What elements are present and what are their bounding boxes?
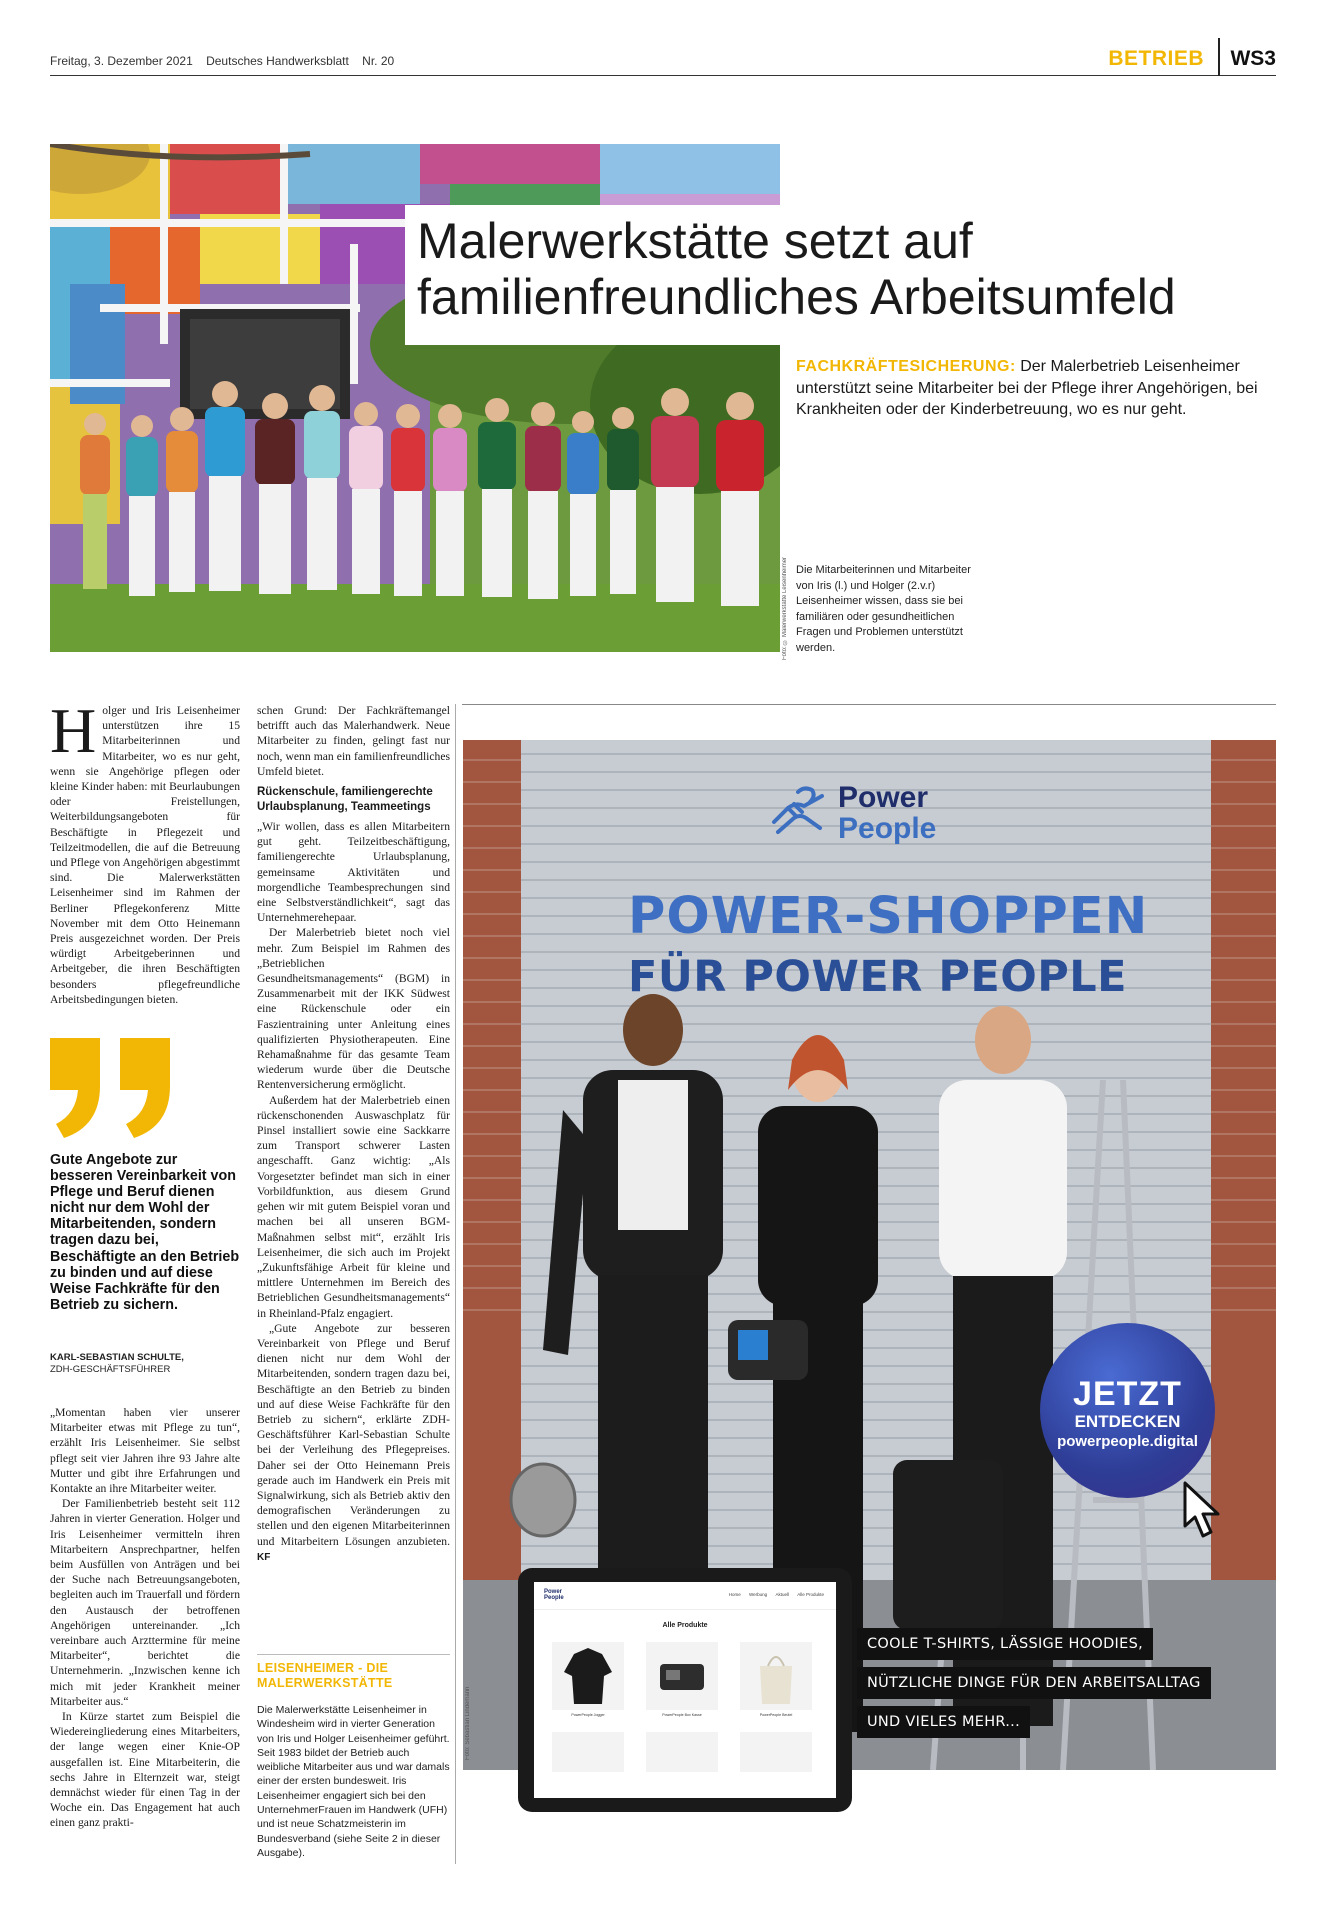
cta-line1: JETZT bbox=[1073, 1375, 1182, 1413]
tablet-logo-line2: People bbox=[544, 1595, 564, 1601]
col2-paragraph-5: „Gute Angebote zur besseren Vereinbarkeit von Pflege und Beruf dienen nicht nur dem Wohl der Mitarbeitenden, sondern tragen dazu bei, Beschäftigte an den Betrieb zu binden und auf diese Weise Fachkräfte für den Betrieb zu sichern“, erklärte ZDH-Geschäftsführer Karl-Sebastian Schulte bei der Verleihung des Pflegepreises. Daher sei der Otto Heinemann Preis gerade auch im Handwerk ein Preis mit Signalwirkung, sich als Betrieb aktiv den demografischen Veränderungen zu stellen und den eigenen Mitarbeiterinnen und Mitarbeitern Lösungen anzubieten. bbox=[257, 1321, 450, 1548]
header-divider bbox=[1218, 38, 1220, 76]
article-subhead: Rückenschule, familiengerechte Urlaubsplanung, Teammeetings bbox=[257, 786, 433, 814]
ad-top-rule bbox=[462, 704, 1276, 705]
mouse-pointer-icon bbox=[1182, 1480, 1224, 1540]
article-column-1 bbox=[50, 695, 240, 1007]
page-number: WS3 bbox=[1230, 47, 1276, 70]
tablet-menu-item: Alle Produkte bbox=[797, 1592, 824, 1597]
handshake-icon bbox=[768, 782, 830, 844]
product-tile bbox=[646, 1732, 718, 1772]
product-tile bbox=[552, 1732, 624, 1772]
tablet-logo-line1: Power bbox=[544, 1589, 563, 1595]
cta-badge[interactable] bbox=[1040, 1323, 1215, 1498]
quote-mark-icon bbox=[50, 1038, 175, 1138]
quote-author-name: KARL-SEBASTIAN SCHULTE, bbox=[50, 1352, 184, 1363]
tablet-page-title: Alle Produkte bbox=[662, 1622, 708, 1629]
hoodie-icon bbox=[552, 1642, 624, 1710]
tablet-logo bbox=[544, 1589, 564, 1601]
product-tile bbox=[552, 1642, 624, 1710]
ad-headline-1: POWER-SHOPPEN bbox=[628, 887, 1149, 946]
col1b-paragraph-2: Der Familienbetrieb besteht seit 112 Jahren in vierter Generation. Holger und Iris Leisenheimer vermitteln ihren Mitarbeitern Ansprechpartner, helfen beim Ausfüllen von Anträgen und bei der Suche nach Betreuungsangeboten, begleiten auch im Trauerfall und fördern den Austausch der betroffenen Angehörigen untereinander. „Ich vereinbare auch Arzttermine für meine Mitarbeiter“, berichtet die Unternehmerin. „Inzwischen kenne ich mich mit jeder Krankheit meiner Mitarbeiter aus.“ bbox=[50, 1497, 240, 1708]
column-rule bbox=[455, 704, 456, 1864]
col2-paragraph-3: Der Malerbetrieb bietet noch viel mehr. Zum Beispiel im Rahmen des „Betrieblichen Gesundheitsmanagements“ (BGM) in Zusammenarbeit mit der IKK Südwest eine Rückenschule oder ein Faszientraining unter Anleitung eines qualifizierten Physiotherapeuten. Eine Rehamaßnahme für das gesamte Team wiederum wurde über die Deutsche Rentenversicherung ermöglicht. bbox=[257, 926, 450, 1092]
quote-author-role: ZDH-GESCHÄFTSFÜHRER bbox=[50, 1364, 171, 1375]
cta-url[interactable]: powerpeople.digital bbox=[1057, 1433, 1198, 1450]
col2-paragraph-1: schen Grund: Der Fachkräftemangel betrifft auch das Malerhandwerk. Neue Mitarbeiter zu finden, gelingt fast nur noch, wenn man ein familienfreundliches Umfeld bietet. bbox=[257, 704, 450, 778]
ad-tagline-1: COOLE T-SHIRTS, LÄSSIGE HOODIES, bbox=[857, 1628, 1153, 1660]
product-tile bbox=[646, 1642, 718, 1710]
article-column-1-continued bbox=[50, 1405, 240, 1831]
tote-bag-icon bbox=[740, 1642, 812, 1710]
tablet-menu-item: Werbung bbox=[749, 1592, 768, 1597]
col2-paragraph-2: „Wir wollen, dass es allen Mitarbeitern gut geht. Teilzeitbeschäftigung, familiengerechte Urlaubsplanung, gemeinsame Aktivitäten und morgendliche Teambesprechungen sind eine Selbstverständlichkeit“, sagt das Unternehmerehepaar. bbox=[257, 820, 450, 925]
cta-line2: ENTDECKEN bbox=[1074, 1412, 1181, 1431]
publication-name: Deutsches Handwerksblatt bbox=[206, 54, 349, 68]
col1-paragraph-1: olger und Iris Leisenheimer unterstützen ihre 15 Mitarbeiterinnen und Mitarbeiter, wo es nur geht, wenn sie Angehörige pflegen oder kleine Kinder haben: mit Beurlaubungen oder Freistellungen, Weiterbildungsangeboten für Beschäftigte in Pflegezeit und Teilzeitmodellen, die auf die Betreuung und Pflege von Angehörigen abgestimmt sind. Die Malerwerkstätten Leisenheimer sind im Rahmen der Berliner Pflegekonferenz Mitte November mit dem Otto Heinemann Preis ausgezeichnet worden. Der Preis würdigt Arbeitgeberinnen und Arbeitgeber, die ihren Beschäftigten besonders pflegefreundliche Arbeitsbedingungen bieten. bbox=[50, 704, 240, 1006]
headline-line2: familienfreundliches Arbeitsumfeld bbox=[417, 269, 1176, 325]
col1b-paragraph-1: „Momentan haben vier unserer Mitarbeiter etwas mit Pflege zu tun“, erzählt Iris Leisenheimer. Sie selbst pflegt seit vier Jahren ihre 93 Jahre alte Mutter und gibt ihre Erfahrungen und Kontakte an ihre Mitarbeiter weiter. bbox=[50, 1406, 240, 1496]
quote-author bbox=[50, 1352, 240, 1376]
header-meta bbox=[50, 54, 404, 68]
product-label: PowerPeople Box Kasse bbox=[662, 1713, 702, 1717]
ad-photo-credit: Foto: Sebastian Lindemann bbox=[465, 1686, 471, 1760]
page-header bbox=[50, 44, 1276, 76]
product-tile bbox=[740, 1642, 812, 1710]
photo-credit: Foto: © Malerwerkstätte Leisenheimer bbox=[782, 556, 788, 660]
product-label: PowerPeople Jogger bbox=[571, 1713, 605, 1717]
infobox-text: Die Malerwerkstätte Leisenheimer in Windesheim wird in vierter Generation von Iris und Holger Leisenheimer geführt. Seit 1983 bildet der Betrieb auch weibliche Mitarbeiter aus und war damals einer der ersten bundesweit. Iris Leisenheimer engagiert sich bei den UnternehmerFrauen im Handwerk (UFH) und ist neue Schatzmeisterin im Bundesverband (siehe Seite 2 in dieser Ausgabe). bbox=[257, 1704, 450, 1859]
headline-box bbox=[405, 205, 1281, 345]
brand-line1: Power bbox=[838, 781, 929, 814]
lead-kicker: FACHKRÄFTESICHERUNG: bbox=[796, 358, 1016, 375]
article-lead bbox=[796, 356, 1276, 421]
infobox-title: LEISENHEIMER - DIE MALERWERKSTÄTTE bbox=[257, 1654, 450, 1691]
brand-line2: People bbox=[838, 812, 937, 845]
brand-logo bbox=[768, 782, 988, 852]
headline-line1: Malerwerkstätte setzt auf bbox=[417, 213, 973, 269]
article-column-2 bbox=[257, 703, 450, 1565]
product-label: PowerPeople Beutel bbox=[759, 1713, 793, 1717]
tablet-menu-item: Aktuell bbox=[775, 1592, 789, 1597]
product-tile bbox=[740, 1732, 812, 1772]
article-headline bbox=[417, 213, 1269, 325]
tablet-menu bbox=[722, 1592, 824, 1597]
lead-text: Der Malerbetrieb Leisenheimer unterstützt seine Mitarbeiter bei der Pflege ihrer Angehörigen, bei Krankheiten oder der Kinderbetreuung, wo es nur geht. bbox=[796, 358, 1258, 418]
tablet-menu-item: Home bbox=[728, 1592, 741, 1597]
tablet-nav bbox=[534, 1582, 836, 1610]
pull-quote: Gute Angebote zur besseren Vereinbarkeit von Pflege und Beruf dienen nicht nur dem Wohl der Mitarbeitenden, sondern tragen dazu bei, Beschäftigte an den Betrieb zu binden und auf diese Weise Fachkräfte für den Betrieb zu sichern. bbox=[50, 1152, 240, 1313]
issue-date: Freitag, 3. Dezember 2021 bbox=[50, 54, 193, 68]
ad-headline-2: FÜR POWER PEOPLE bbox=[628, 952, 1128, 1002]
photo-caption: Die Mitarbeiterinnen und Mitarbeiter von Iris (l.) und Holger (2.v.r) Leisenheimer wissen, dass sie bei familiären oder gesundheitlichen Fragen und Problemen unterstützt werden. bbox=[796, 564, 971, 654]
section-label: BETRIEB bbox=[1108, 47, 1204, 70]
issue-number: Nr. 20 bbox=[362, 54, 395, 68]
tablet-screen bbox=[534, 1582, 836, 1798]
col1b-paragraph-3: In Kürze startet zum Beispiel die Wiedereingliederung eines Mitarbeiters, der lange wegen einer Knie-OP ausgefallen ist. Eine Mitarbeiterin, die sechs Jahre in Elternzeit war, steigt demnächst wieder für einen Tag in der Woche ein. Das Engagement hat auch einen ganz prakti- bbox=[50, 1710, 240, 1830]
drop-cap: H bbox=[50, 695, 97, 766]
ad-tagline-2: NÜTZLICHE DINGE FÜR DEN ARBEITSALLTAG bbox=[857, 1667, 1211, 1699]
box-icon bbox=[646, 1642, 718, 1710]
col2-paragraph-4: Außerdem hat der Malerbetrieb einen rückenschonenden Auswaschplatz für Pinsel installiert sowie eine Sackkarre zum Transport schwerer Lasten angeschafft. Ganz wichtig: „Als Vorgesetzter befindet man sich in einer Vorbildfunktion, aus diesem Grund gehen wir mit gutem Beispiel voran und machen bei all unseren BGM-Maßnahmen selbst mit“, erzählt Iris Leisenheimer, die sich auch im Projekt „Zukunftsfähige Arbeit für kleine und mittlere Unternehmen im Bereich des Betrieblichen Gesundheitsmanagements“ in Rheinland-Pfalz engagiert. bbox=[257, 1093, 450, 1320]
ad-tagline-3: UND VIELES MEHR... bbox=[857, 1706, 1030, 1738]
author-signature: KF bbox=[257, 1551, 271, 1563]
tablet-mockup bbox=[518, 1568, 852, 1812]
